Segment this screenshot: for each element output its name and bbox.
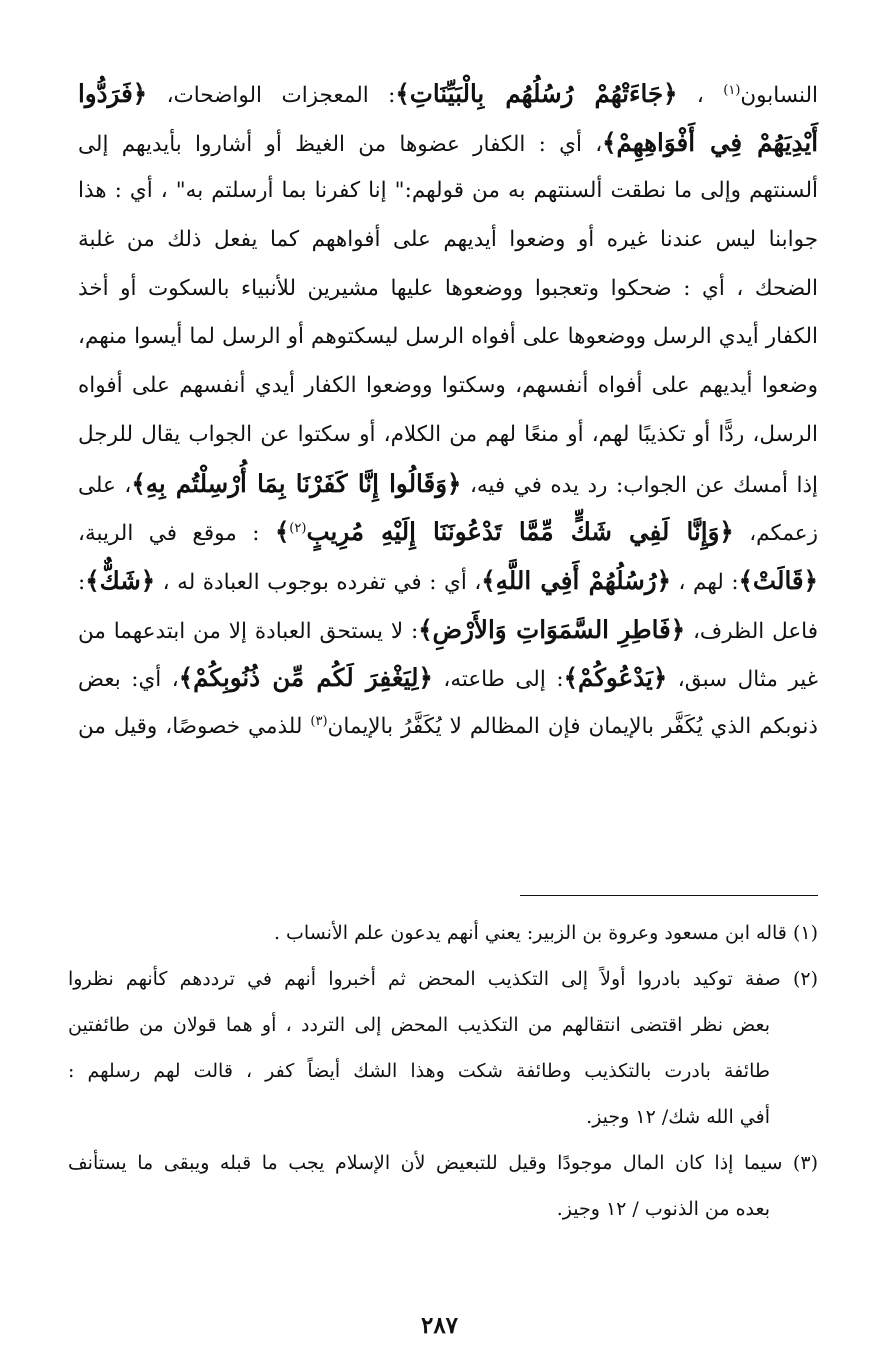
footnote-line: أفي الله شك/ ١٢ وجيز.: [586, 1106, 770, 1128]
footnote-line: بعض نظر اقتضى انتقالهم من التكذيب المحض إلى التردد ، أو هما قولان من طائفتين: [68, 1014, 770, 1036]
main-text: [78, 70, 818, 752]
footnote-line: [68, 956, 818, 1002]
text-line: [78, 508, 818, 557]
text-run: :: [78, 569, 86, 595]
text-run: ، على: [78, 472, 132, 498]
footnote-text: سيما إذا كان المال موجودًا وقيل للتبعيض لأن الإسلام يجب ما قبله ويبقى ما يستأنف: [68, 1152, 783, 1174]
text-line: [78, 654, 818, 703]
text-line: الكفار أيدي الرسل ووضعوها على أفواه الرسل ليسكتوهم أو الرسل لما أيسوا منهم،: [78, 324, 818, 350]
quran-quote: ﴿جَاءَتْهُمْ رُسُلُهُم بِالْبَيِّنَاتِ﴾: [395, 79, 678, 108]
footnote-ref[interactable]: (١): [723, 82, 741, 98]
text-line: الرسل، ردًّا أو تكذيبًا لهم، أو منعًا لهم من الكلام، أو سكتوا عن الجواب يقال للرجل: [78, 421, 818, 447]
text-run: ، أي : في تفرده بوجوب العبادة له ،: [155, 569, 482, 595]
footnote-text: صفة توكيد بادروا أولاً إلى التكذيب المحض ثم أخبروا أنهم في ترددهم كأنهم نظروا: [68, 968, 781, 990]
quran-quote: ﴿رُسُلُهُمْ أَفِي اللَّهِ﴾: [481, 565, 671, 595]
quran-bracket: ﴾: [274, 517, 290, 547]
text-run: النسابون: [740, 83, 819, 108]
footnote-ref[interactable]: (٢): [289, 521, 307, 537]
footnote-divider: [520, 895, 818, 896]
quran-quote: أَيْدِيَهُمْ فِي أَفْوَاهِهِمْ﴾: [602, 127, 819, 157]
text-line: جوابنا ليس عندنا غيره أو وضعوا أيديهم على أفواههم كما يفعل ذلك من غلبة: [78, 227, 818, 253]
page-number: ٢٨٧: [420, 1312, 459, 1339]
footnotes: [68, 910, 818, 1232]
text-line: وضعوا أيديهم على أفواه أنفسهم، وسكتوا ووضعوا الكفار أيدي أنفسهم على أفواه: [78, 373, 818, 399]
text-line: ألسنتهم وإلى ما نطقت ألسنتهم به من قولهم:" إنا كفرنا بما أرسلتم به" ، أي : هذا: [78, 178, 818, 204]
footnote-text: قاله ابن مسعود وعروة بن الزبير: يعني أنهم يدعون علم الأنساب .: [273, 922, 787, 944]
text-run: ذنوبكم الذي يُكَفَّر بالإيمان فإن المظالم لا يُكَفَّرُ بالإيمان: [327, 713, 818, 739]
quran-quote: ﴿شَكٌّ﴾: [85, 565, 156, 595]
text-run: : إلى طاعته،: [432, 667, 564, 693]
text-run: ، أي: بعض: [78, 667, 179, 693]
quran-quote: ﴿وَقَالُوا إِنَّا كَفَرْنَا بِمَا أُرْسِلْتُم بِهِ﴾: [131, 468, 462, 498]
text-run: : المعجزات الواضحات،: [147, 83, 396, 108]
text-line: [78, 606, 818, 655]
text-run: فاعل الظرف،: [685, 618, 819, 644]
quran-quote: ﴿قَالَتْ﴾: [738, 565, 818, 595]
quran-quote: ﴿فَرَدُّوا: [78, 79, 148, 108]
text-line: الضحك ، أي : ضحكوا وتعجبوا ووضعوها عليها مشيرين للأنبياء بالسكوت أو أخذ: [78, 275, 818, 301]
text-line: [78, 557, 818, 606]
text-run: إذا أمسك عن الجواب: رد يده في فيه،: [461, 472, 819, 498]
text-run: ،: [677, 83, 724, 108]
footnote-label: (٢): [792, 968, 818, 990]
text-run: ، أي : الكفار عضوها من الغيظ أو أشاروا بأيديهم إلى: [78, 131, 603, 157]
footnote-label: (٣): [792, 1152, 818, 1174]
quran-quote: ﴿فَاطِرِ السَّمَوَاتِ وَالأَرْضِ﴾: [418, 614, 686, 644]
quran-quote: ﴿يَدْعُوكُمْ﴾: [563, 663, 668, 693]
quran-quote: ﴿وَإِنَّا لَفِي شَكٍّ مِّمَّا تَدْعُونَنَا إِلَيْهِ مُرِيبٍ: [306, 517, 734, 547]
footnote-line: طائفة بادرت بالتكذيب وطائفة شكت وهذا الشك أيضاً كفر ، قالت لهم رسلهم :: [68, 1060, 770, 1082]
text-run: غير مثال سبق،: [667, 667, 818, 693]
footnote-line: [68, 910, 818, 956]
footnote-label: (١): [792, 922, 818, 944]
footnote-line: [68, 1140, 818, 1186]
text-run: : لهم ،: [671, 569, 739, 595]
text-run: : لا يستحق العبادة إلا من ابتدعهما من: [78, 618, 419, 644]
text-line: [78, 460, 818, 509]
text-line: [78, 70, 818, 119]
footnote-ref[interactable]: (٣): [310, 713, 328, 729]
text-run: زعمكم،: [733, 521, 818, 547]
footnote-line: بعده من الذنوب / ١٢ وجيز.: [556, 1198, 770, 1220]
text-line: [78, 119, 818, 168]
text-run: للذمي خصوصًا، وقيل من: [78, 713, 311, 739]
text-line: [78, 703, 818, 752]
text-run: : موقع في الريبة،: [78, 521, 275, 547]
quran-quote: ﴿لِيَغْفِرَ لَكُم مِّن ذُنُوبِكُمْ﴾: [178, 663, 433, 693]
